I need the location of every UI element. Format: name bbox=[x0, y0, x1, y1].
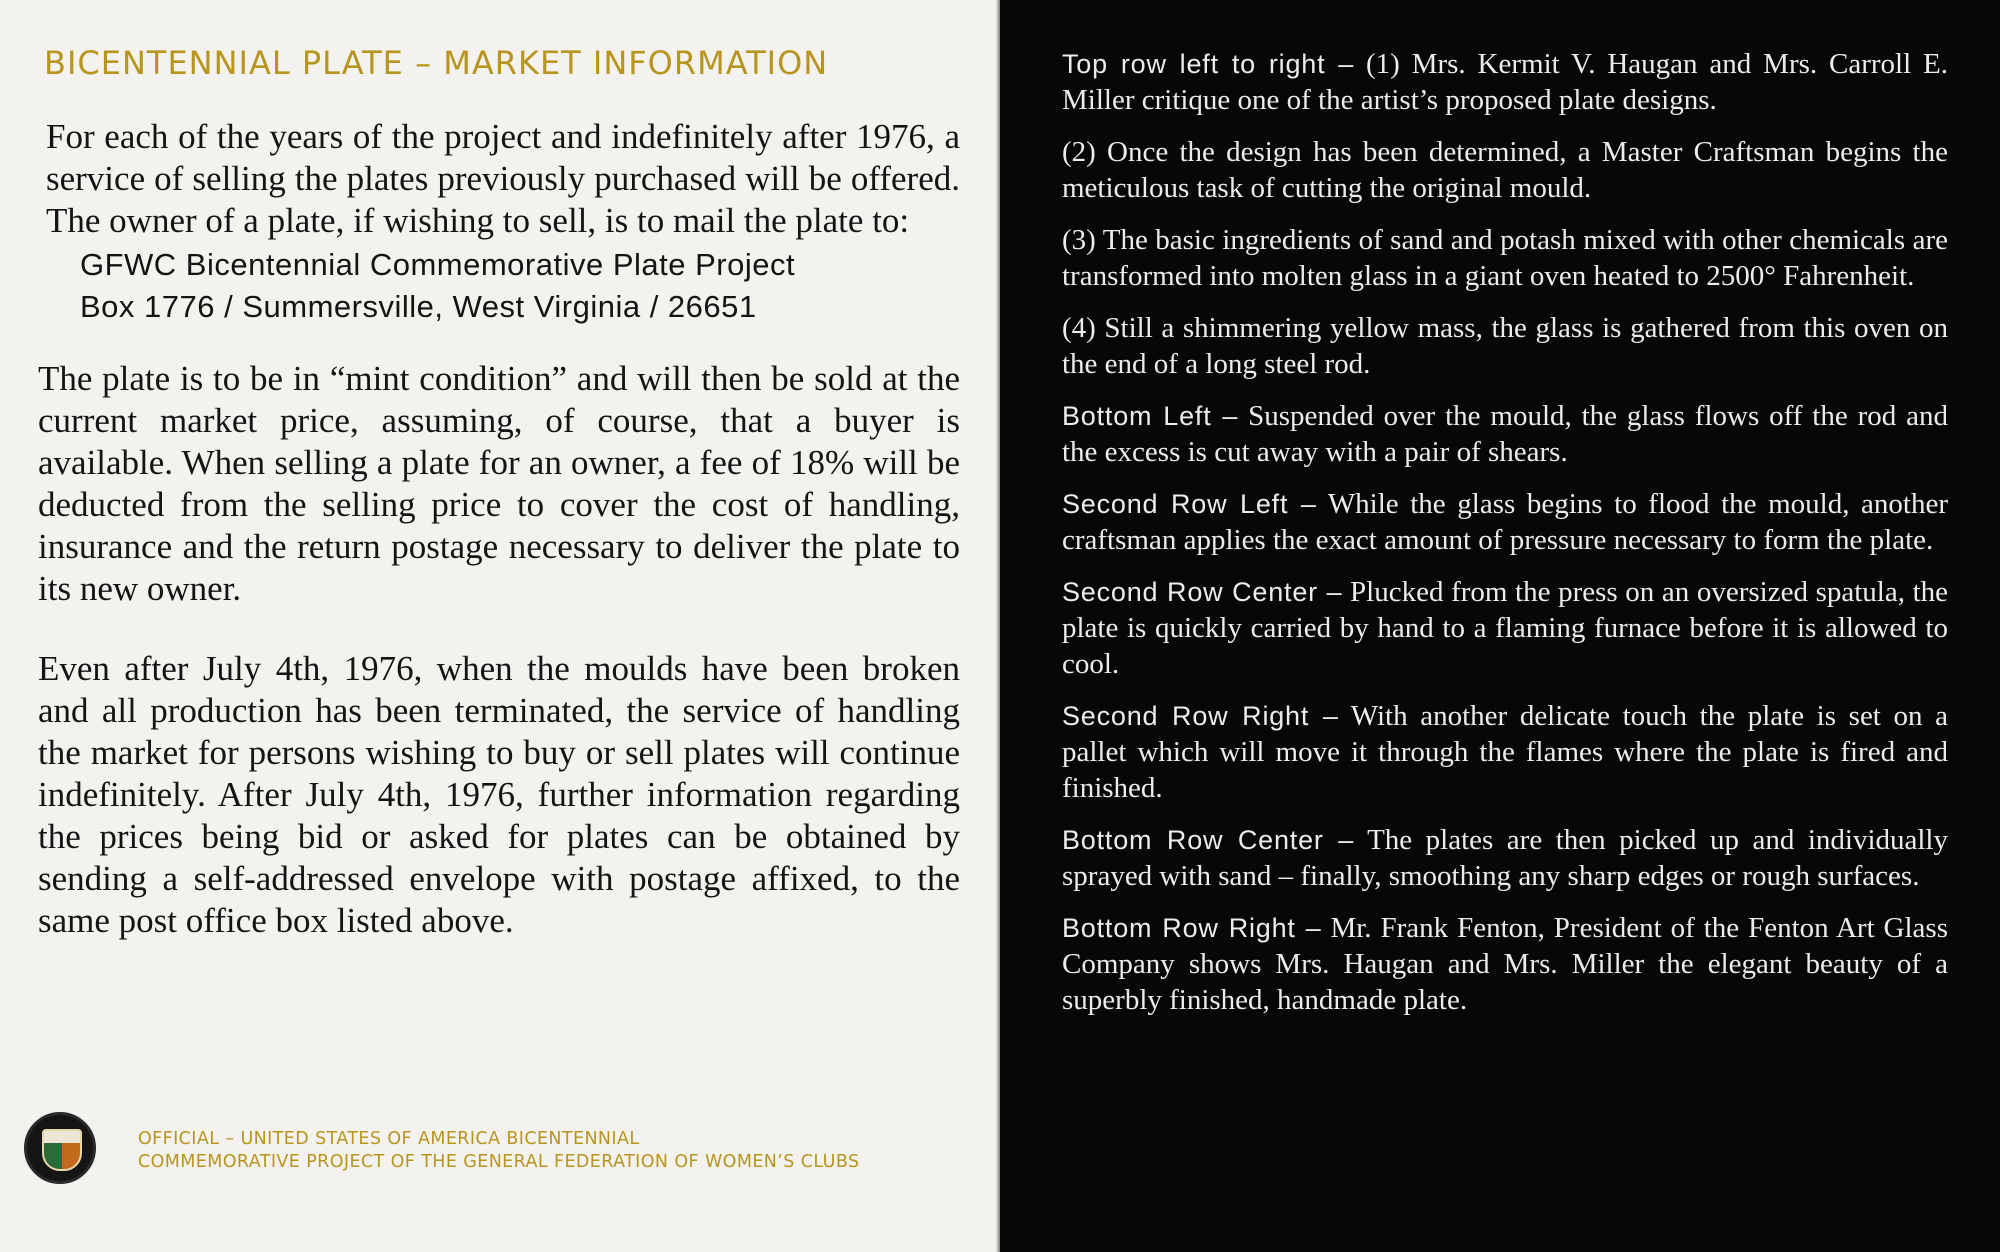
caption-label: Second Row Left – bbox=[1062, 489, 1317, 519]
caption-item bbox=[1062, 46, 1948, 118]
caption-text: The plates are then picked up and individually sprayed with sand – finally, smoothing any sharp edges or rough surfaces. bbox=[1062, 824, 1948, 892]
caption-item bbox=[1062, 822, 1948, 894]
caption-text: Plucked from the press on an oversized spatula, the plate is quickly carried by hand to a flaming furnace before it is allowed to cool. bbox=[1062, 576, 1949, 680]
caption-item bbox=[1062, 698, 1948, 806]
footer-line-1: OFFICIAL – UNITED STATES OF AMERICA BICENTENNIAL bbox=[138, 1129, 640, 1149]
caption-text: (1) Mrs. Kermit V. Haugan and Mrs. Carroll E. Miller critique one of the artist’s proposed plate designs. bbox=[1062, 48, 1948, 116]
footer-line-2: COMMEMORATIVE PROJECT OF THE GENERAL FEDERATION OF WOMEN’S CLUBS bbox=[138, 1152, 860, 1172]
paragraph-selling-service: For each of the years of the project and indefinitely after 1976, a service of selling the plates previously purchased will be offered. The owner of a plate, if wishing to sell, is to mail the plate to: bbox=[46, 117, 960, 240]
photo-captions-panel bbox=[1000, 0, 2000, 1252]
caption-item bbox=[1062, 574, 1948, 682]
address-line-1: GFWC Bicentennial Commemorative Plate Project bbox=[80, 247, 796, 282]
gfwc-seal-icon bbox=[24, 1112, 96, 1184]
caption-text: (4) Still a shimmering yellow mass, the glass is gathered from this oven on the end of a long steel rod. bbox=[1062, 312, 1948, 380]
caption-text: Mr. Frank Fenton, President of the Fenton Art Glass Company shows Mrs. Haugan and Mrs. Miller the elegant beauty of a superbly finished, handmade plate. bbox=[1062, 912, 1949, 1016]
caption-label: Second Row Center – bbox=[1062, 577, 1343, 607]
caption-item bbox=[1062, 398, 1948, 470]
caption-item bbox=[1062, 486, 1948, 558]
caption-text: Suspended over the mould, the glass flows off the rod and the excess is cut away with a pair of shears. bbox=[1062, 400, 1949, 468]
caption-label: Bottom Row Center – bbox=[1062, 825, 1355, 855]
caption-item bbox=[1062, 310, 1948, 382]
caption-text: (3) The basic ingredients of sand and potash mixed with other chemicals are transformed into molten glass in a giant oven heated to 2500° Fahrenheit. bbox=[1062, 224, 1948, 292]
caption-label: Second Row Right – bbox=[1062, 701, 1339, 731]
caption-text: (2) Once the design has been determined, a Master Craftsman begins the meticulous task of cutting the original mould. bbox=[1062, 136, 1948, 204]
paragraph-mint-condition: The plate is to be in “mint condition” and will then be sold at the current market price, assuming, of course, that a buyer is available. When selling a plate for an owner, a fee of 18% will be deducted from the selling price to cover the cost of handling, insurance and the return postage necessary to deliver the plate to its new owner. bbox=[38, 359, 960, 608]
caption-text: While the glass begins to flood the mould, another craftsman applies the exact amount of pressure necessary to form the plate. bbox=[1062, 488, 1948, 556]
caption-label: Bottom Left – bbox=[1062, 401, 1239, 431]
caption-label: Bottom Row Right – bbox=[1062, 913, 1322, 943]
official-footer bbox=[24, 1108, 964, 1188]
caption-item bbox=[1062, 910, 1948, 1018]
caption-item bbox=[1062, 134, 1948, 206]
footer-text bbox=[138, 1128, 859, 1174]
caption-text: With another delicate touch the plate is set on a pallet which will move it through the flames where the plate is fired and finished. bbox=[1062, 700, 1948, 804]
panel-title: BICENTENNIAL PLATE – MARKET INFORMATION bbox=[44, 44, 829, 82]
mailing-address bbox=[80, 244, 960, 328]
caption-item bbox=[1062, 222, 1948, 294]
paragraph-after-july-4th: Even after July 4th, 1976, when the moulds have been broken and all production has been terminated, the service of handling the market for persons wishing to buy or sell plates will continue indefinitely. After July 4th, 1976, further information regarding the prices being bid or asked for plates can be obtained by sending a self-addressed envelope with postage affixed, to the same post office box listed above. bbox=[38, 649, 960, 940]
caption-label: Top row left to right – bbox=[1062, 49, 1355, 79]
address-line-2: Box 1776 / Summersville, West Virginia / 26651 bbox=[80, 289, 757, 324]
